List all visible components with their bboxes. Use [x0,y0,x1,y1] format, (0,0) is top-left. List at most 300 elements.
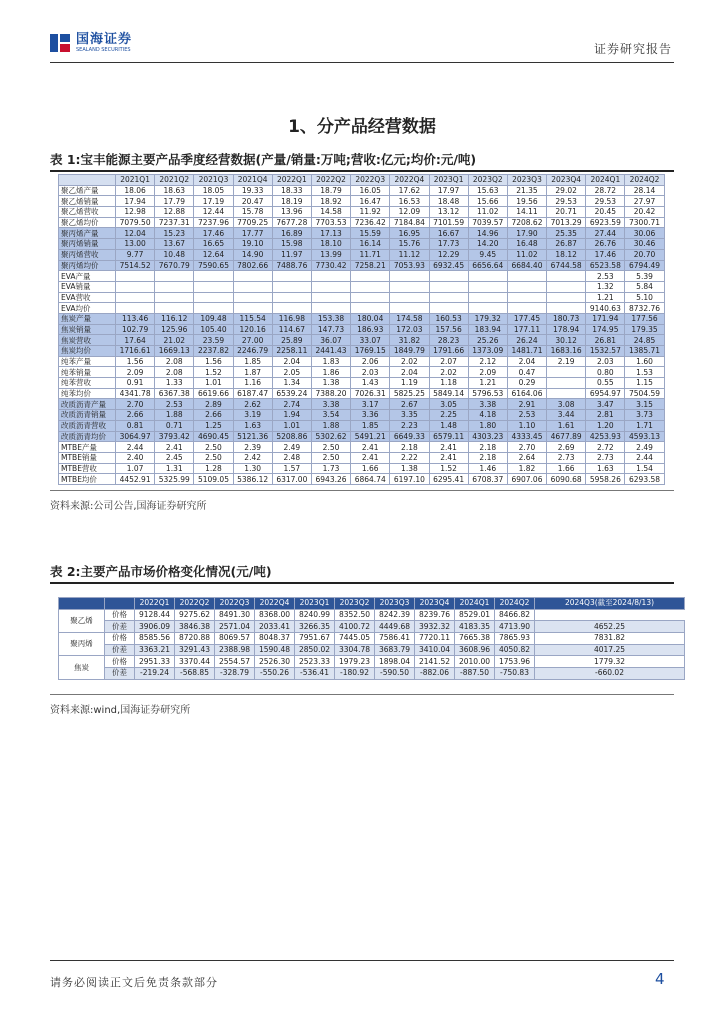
quarterly-operating-table [58,174,665,485]
data-cell: 3363.21 [135,644,175,656]
data-cell [116,271,155,282]
row-label: 改质沥青产量 [59,399,116,410]
data-cell: 6090.68 [547,474,586,485]
data-cell: 11.02 [507,249,546,260]
row-label: 聚乙烯销量 [59,196,116,207]
data-cell: 171.94 [586,313,625,324]
data-cell: 4341.78 [116,388,155,399]
data-cell [429,281,468,292]
data-cell: 8529.01 [455,609,495,621]
data-cell: 12.98 [116,207,155,218]
data-cell: 2.03 [586,356,625,367]
data-cell: 3932.32 [415,621,455,633]
data-cell: 11.71 [351,249,390,260]
data-cell: 7488.76 [272,260,311,271]
data-cell: 7236.42 [351,217,390,228]
data-cell: 1753.96 [495,656,535,668]
data-cell: 16.05 [351,185,390,196]
header-cell: 2023Q2 [468,175,507,186]
table-row [59,185,665,196]
data-cell: 116.98 [272,313,311,324]
data-cell [507,292,546,303]
data-cell: 2.18 [468,442,507,453]
data-cell: 1.56 [116,356,155,367]
table-row [59,324,665,335]
data-cell: 1849.79 [390,346,429,357]
data-cell: 6295.41 [429,474,468,485]
table-row [59,356,665,367]
data-cell [468,303,507,314]
data-cell: 17.46 [194,228,233,239]
data-cell: 6923.59 [586,217,625,228]
data-cell: 2.49 [272,442,311,453]
data-cell [429,292,468,303]
row-label: EVA产量 [59,271,116,282]
data-cell: 1683.16 [547,346,586,357]
data-cell: 4100.72 [335,621,375,633]
header-cell: 2021Q3 [194,175,233,186]
data-cell: 16.95 [390,228,429,239]
data-cell: 29.53 [547,196,586,207]
data-cell [390,303,429,314]
data-cell: 1.53 [625,367,664,378]
data-cell: 17.13 [311,228,350,239]
divider [50,694,674,695]
data-cell: 3.44 [547,410,586,421]
data-cell: 2.41 [351,452,390,463]
data-cell: 1.25 [194,420,233,431]
data-cell: 2.41 [429,452,468,463]
data-cell: 25.89 [272,335,311,346]
row-label: MTBE产量 [59,442,116,453]
data-cell: 2.50 [194,442,233,453]
row-label: 改质沥青营收 [59,420,116,431]
data-cell [547,281,586,292]
data-cell: 4652.25 [535,621,685,633]
data-cell: 18.48 [429,196,468,207]
data-cell: 1.15 [625,378,664,389]
data-cell: 7013.29 [547,217,586,228]
data-cell: 6684.40 [507,260,546,271]
table-row [59,656,685,668]
data-cell [507,303,546,314]
data-cell: 12.64 [194,249,233,260]
data-cell: 15.66 [468,196,507,207]
data-cell: 7951.67 [295,633,335,645]
data-cell [547,367,586,378]
data-cell: 1669.13 [155,346,194,357]
data-cell: 1.63 [586,463,625,474]
data-cell: 2.22 [390,452,429,463]
data-cell: -882.06 [415,668,455,680]
data-cell: 3793.42 [155,431,194,442]
data-cell [233,292,272,303]
data-cell [272,271,311,282]
metric-label: 价格 [105,633,135,645]
data-cell: 18.79 [311,185,350,196]
data-cell: 8368.00 [255,609,295,621]
data-cell: 1.60 [625,356,664,367]
data-cell: 4183.35 [455,621,495,633]
data-cell: 2033.41 [255,621,295,633]
data-cell: 2237.82 [194,346,233,357]
data-cell: 1.61 [547,420,586,431]
data-cell: 2.23 [390,420,429,431]
data-cell: 7101.59 [429,217,468,228]
divider [50,582,674,584]
data-cell: 7665.38 [455,633,495,645]
data-cell: 8732.76 [625,303,664,314]
data-cell: 8352.50 [335,609,375,621]
row-label: 聚丙烯销量 [59,239,116,250]
data-cell: 2.39 [233,442,272,453]
data-cell: 3.73 [625,410,664,421]
data-cell [233,281,272,292]
data-cell: 2.73 [586,452,625,463]
data-cell [390,271,429,282]
data-cell: 4449.68 [375,621,415,633]
row-label: EVA营收 [59,292,116,303]
data-cell: 17.19 [194,196,233,207]
metric-label: 价差 [105,644,135,656]
row-label: 纯苯营收 [59,378,116,389]
data-cell: 1373.09 [468,346,507,357]
header-cell: 2023Q3 [375,598,415,610]
data-cell: 2.72 [586,442,625,453]
data-cell: 1.19 [390,378,429,389]
data-cell: 3.05 [429,399,468,410]
data-cell: 109.48 [194,313,233,324]
data-cell: 16.53 [390,196,429,207]
data-cell: 6907.06 [507,474,546,485]
data-cell: 4593.13 [625,431,664,442]
data-cell [116,281,155,292]
data-cell [116,292,155,303]
market-price-table [58,597,685,680]
data-cell [351,281,390,292]
data-cell: 1.71 [625,420,664,431]
data-cell: 2.04 [507,356,546,367]
data-cell: 9275.62 [175,609,215,621]
data-cell: 8242.39 [375,609,415,621]
data-cell: 6523.58 [586,260,625,271]
data-cell: 9140.63 [586,303,625,314]
table-row [59,410,665,421]
data-cell: 2.64 [507,452,546,463]
data-cell: 24.85 [625,335,664,346]
data-cell: 5208.86 [272,431,311,442]
table-row [59,644,685,656]
data-cell: 2.66 [194,410,233,421]
data-cell: 1.63 [233,420,272,431]
data-cell: 16.89 [272,228,311,239]
table-row [59,378,665,389]
table-row [59,367,665,378]
data-cell: 1716.61 [116,346,155,357]
metric-label: 价差 [105,668,135,680]
data-cell: 6932.45 [429,260,468,271]
data-cell: 2951.33 [135,656,175,668]
row-label: 纯苯销量 [59,367,116,378]
data-cell: 179.35 [625,324,664,335]
data-cell: 6619.66 [194,388,233,399]
divider [50,170,674,172]
header-cell: 2023Q1 [429,175,468,186]
data-cell: 2.09 [468,367,507,378]
table-row [59,303,665,314]
header-cell: 2021Q1 [116,175,155,186]
data-cell [194,292,233,303]
data-cell: 120.16 [233,324,272,335]
data-cell [547,303,586,314]
row-label: 焦炭销量 [59,324,116,335]
data-cell: 3.35 [390,410,429,421]
data-cell: 7079.50 [116,217,155,228]
table-row [59,442,665,453]
data-cell: 2441.43 [311,346,350,357]
row-label: 聚乙烯均价 [59,217,116,228]
data-cell [390,281,429,292]
row-label: 焦炭产量 [59,313,116,324]
data-cell: 113.46 [116,313,155,324]
data-cell: 4303.23 [468,431,507,442]
row-label: 焦炭营收 [59,335,116,346]
data-cell: 2.02 [429,367,468,378]
data-cell: 1.38 [390,463,429,474]
data-cell: 6744.58 [547,260,586,271]
data-cell: 13.96 [272,207,311,218]
data-cell: 18.92 [311,196,350,207]
header-cell: 2023Q2 [335,598,375,610]
data-cell: 2.69 [547,442,586,453]
data-cell [272,281,311,292]
data-cell: 30.06 [625,228,664,239]
data-cell: 26.24 [507,335,546,346]
data-cell: 12.09 [390,207,429,218]
header-cell: 2024Q2 [625,175,664,186]
data-cell: 5.39 [625,271,664,282]
data-cell: 17.90 [507,228,546,239]
row-label: EVA均价 [59,303,116,314]
data-cell: 5958.26 [586,474,625,485]
data-cell: 2.70 [116,399,155,410]
data-cell: -550.26 [255,668,295,680]
data-cell [155,303,194,314]
table-row [59,609,685,621]
header-cell: 2024Q2 [495,598,535,610]
data-cell: 19.33 [233,185,272,196]
table-row [59,207,665,218]
data-cell: 1.52 [194,367,233,378]
page-header [50,28,674,63]
data-cell: 1.82 [507,463,546,474]
data-cell: 6794.49 [625,260,664,271]
data-cell: 15.76 [390,239,429,250]
data-cell [429,271,468,282]
data-cell: 6579.11 [429,431,468,442]
data-cell: 3291.43 [175,644,215,656]
data-cell: 2.04 [272,356,311,367]
data-cell: 8069.57 [215,633,255,645]
data-cell: 115.54 [233,313,272,324]
data-cell: 3266.35 [295,621,335,633]
data-cell: 7590.65 [194,260,233,271]
data-cell: 13.00 [116,239,155,250]
data-cell: 2.19 [547,356,586,367]
row-label: 纯苯产量 [59,356,116,367]
data-cell [233,303,272,314]
data-cell: 2850.02 [295,644,335,656]
header-cell: 2023Q1 [295,598,335,610]
data-cell: 17.46 [586,249,625,260]
data-cell: 4.18 [468,410,507,421]
data-cell: 1.88 [311,420,350,431]
data-cell: 1.21 [586,292,625,303]
data-cell: 3.54 [311,410,350,421]
header-cell: 2022Q4 [390,175,429,186]
header-cell [59,175,116,186]
data-cell: 17.73 [429,239,468,250]
data-cell: 5302.62 [311,431,350,442]
data-cell [429,303,468,314]
data-cell: 7720.11 [415,633,455,645]
data-cell: 7730.42 [311,260,350,271]
data-cell: 1.52 [429,463,468,474]
table-row [59,621,685,633]
table-header-row [59,598,685,610]
data-cell: 0.47 [507,367,546,378]
data-cell: 3683.79 [375,644,415,656]
data-cell: 15.63 [468,185,507,196]
data-cell: 1.20 [586,420,625,431]
data-cell: 2.45 [155,452,194,463]
data-cell [547,378,586,389]
data-cell: 180.04 [351,313,390,324]
data-cell [272,303,311,314]
data-cell: 4050.82 [495,644,535,656]
data-cell: 5825.25 [390,388,429,399]
data-cell: 1.07 [116,463,155,474]
data-cell: 5849.14 [429,388,468,399]
data-cell: 7865.93 [495,633,535,645]
row-label: 聚丙烯产量 [59,228,116,239]
data-cell: 4677.89 [547,431,586,442]
data-cell: 7300.71 [625,217,664,228]
data-cell: 1791.66 [429,346,468,357]
report-type: 证券研究报告 [593,42,672,56]
data-cell: 9.45 [468,249,507,260]
data-cell: 1.86 [311,367,350,378]
data-cell: 2246.79 [233,346,272,357]
data-cell: 7237.96 [194,217,233,228]
data-cell: 2.41 [351,442,390,453]
data-cell: 2.02 [390,356,429,367]
data-cell: 1.32 [586,281,625,292]
data-cell: 102.79 [116,324,155,335]
table-row [59,217,665,228]
data-cell: 2.49 [625,442,664,453]
data-cell: 177.45 [507,313,546,324]
metric-label: 价格 [105,609,135,621]
section-title: 1、分产品经营数据 [288,117,436,137]
table-row [59,452,665,463]
logo-icon [50,32,72,54]
data-cell: 186.93 [351,324,390,335]
header-cell: 2023Q3 [507,175,546,186]
row-label: MTBE营收 [59,463,116,474]
data-cell: 13.12 [429,207,468,218]
data-cell: 1.16 [233,378,272,389]
data-cell: 2.53 [507,410,546,421]
table-row [59,196,665,207]
data-cell [311,281,350,292]
data-cell: 6164.06 [507,388,546,399]
data-cell: 1.48 [429,420,468,431]
data-cell: 26.76 [586,239,625,250]
data-cell: 3.17 [351,399,390,410]
row-label: MTBE销量 [59,452,116,463]
data-cell: 2.25 [429,410,468,421]
data-cell: 18.06 [116,185,155,196]
data-cell: 1979.23 [335,656,375,668]
data-cell: 1532.57 [586,346,625,357]
data-cell: 33.07 [351,335,390,346]
data-cell: 26.87 [547,239,586,250]
data-cell: 2.07 [429,356,468,367]
data-cell: 2.91 [507,399,546,410]
data-cell: 7388.20 [311,388,350,399]
data-cell: 3608.96 [455,644,495,656]
data-cell: 8240.99 [295,609,335,621]
header-cell: 2023Q4 [547,175,586,186]
data-cell: 3.47 [586,399,625,410]
data-cell: 1.21 [468,378,507,389]
data-cell: 4253.93 [586,431,625,442]
data-cell: 27.00 [233,335,272,346]
data-cell: 16.65 [194,239,233,250]
table-row [59,399,665,410]
data-cell: 1898.04 [375,656,415,668]
data-cell: 18.10 [311,239,350,250]
data-cell [468,292,507,303]
data-cell: 11.97 [272,249,311,260]
data-cell: -660.02 [535,668,685,680]
data-cell: 2.18 [390,442,429,453]
data-cell: 6656.64 [468,260,507,271]
data-cell: 2.50 [194,452,233,463]
data-cell: 23.59 [194,335,233,346]
data-cell: 114.67 [272,324,311,335]
data-cell: 2.73 [547,452,586,463]
data-cell: 2.08 [155,367,194,378]
data-cell: 172.03 [390,324,429,335]
data-cell: 14.11 [507,207,546,218]
data-cell: 12.88 [155,207,194,218]
data-cell: 2523.33 [295,656,335,668]
data-cell: 17.62 [390,185,429,196]
header-cell [105,598,135,610]
data-cell [155,281,194,292]
data-cell: 7670.79 [155,260,194,271]
data-cell: 1.33 [155,378,194,389]
data-cell [507,281,546,292]
data-cell: 6708.37 [468,474,507,485]
data-cell: 4713.90 [495,621,535,633]
table-row [59,292,665,303]
data-cell: 2.50 [311,452,350,463]
data-cell: 105.40 [194,324,233,335]
table-row [59,463,665,474]
